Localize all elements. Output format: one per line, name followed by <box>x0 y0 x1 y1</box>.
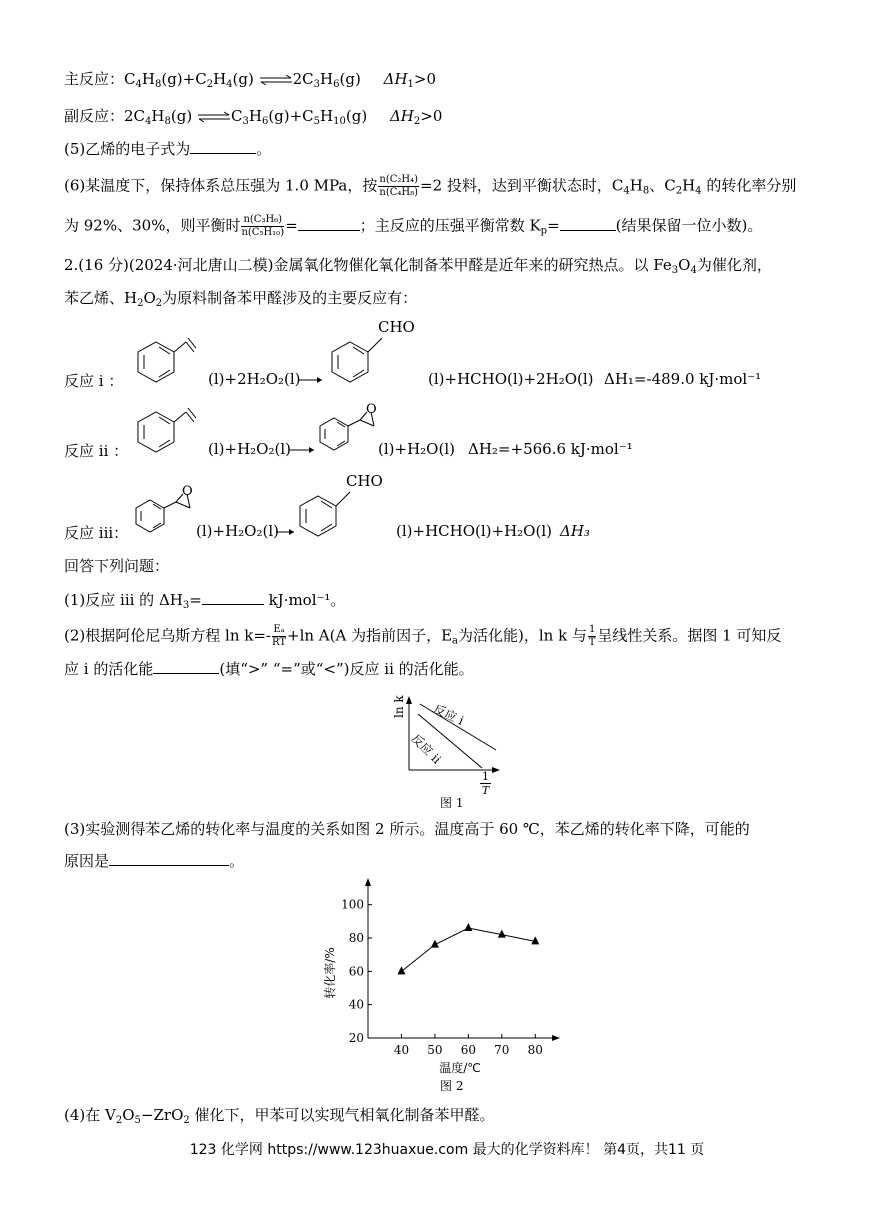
series-line <box>401 928 535 971</box>
figure-1-caption: 图 1 <box>440 796 464 810</box>
reaction-i-reagents: (l)+2H₂O₂(l) <box>208 370 301 388</box>
arrow-right-icon <box>276 528 296 536</box>
data-point <box>397 966 405 974</box>
answer-blank[interactable] <box>560 216 616 231</box>
reaction-iii-products: (l)+HCHO(l)+H₂O(l) <box>396 522 552 540</box>
reaction-ii-reagents: (l)+H₂O₂(l) <box>208 440 291 458</box>
arrow-right-icon <box>290 446 316 454</box>
oxygen-label: O <box>182 484 193 499</box>
reaction-ii-label: 反应 ii ： <box>64 442 129 460</box>
x-tick-label: 70 <box>494 1043 510 1057</box>
answer-blank[interactable] <box>202 590 264 605</box>
answer-intro: 回答下列问题： <box>64 557 170 575</box>
figure-1-ylabel: ln k <box>392 695 406 718</box>
equilibrium-arrow-icon <box>197 111 231 123</box>
y-tick-label: 20 <box>348 1031 364 1045</box>
reaction-i-enthalpy: ΔH₁=-489.0 kJ·mol⁻¹ <box>604 370 762 388</box>
answer-2-line-1: (2)根据阿伦尼乌斯方程 ln k=- $\frac{\text{Eₐ}}{RT}$ +ln A(A 为指前因子，$E_a$为活化能)，ln k 与 $\frac{1}{T}$ 呈线性关系。据图 1 可知反 <box>64 624 782 648</box>
benzaldehyde-structure-icon <box>298 484 358 544</box>
x-axis-label: 温度/℃ <box>439 1061 481 1075</box>
fraction: $\frac{\text{Eₐ}}{RT}$ <box>271 624 286 648</box>
answer-blank[interactable] <box>153 659 219 674</box>
reaction-i-label: 反应 i ： <box>64 372 124 390</box>
reaction-iii-reagents: (l)+H₂O₂(l) <box>196 522 279 540</box>
cho-label: CHO <box>378 318 415 336</box>
reaction-ii-enthalpy: ΔH₂=+566.6 kJ·mol⁻¹ <box>468 440 633 458</box>
x-tick-label: 50 <box>427 1043 443 1057</box>
figure-1-y-arrow <box>406 696 412 704</box>
reaction-iii-enthalpy: ΔH₃ <box>560 522 590 540</box>
main-reaction-line: 主反应：$C_4H_8(g)+C_2H_4(g)$ $2C_3H_6(g)$ $\Delta H_1>0$ <box>64 70 437 90</box>
reaction-ii-products: (l)+H₂O(l) <box>378 440 455 458</box>
question-6-line-2: 为 92%、30%，则平衡时 $\frac{\text{n(C₃H₆)}}{\text{n(C₅H₁₀)}}$ = ；主反应的压强平衡常数 $K_p=$ (结果保留一位小数)。 <box>64 214 763 238</box>
cho-label: CHO <box>346 472 383 490</box>
answer-3-line-1: (3)实验测得苯乙烯的转化率与温度的关系如图 2 所示。温度高于 60 ℃，苯乙烯的转化率下降，可能的 <box>64 820 750 838</box>
y-tick-label: 100 <box>341 897 364 912</box>
figure-1-x-arrow <box>492 767 500 773</box>
y-tick-label: 40 <box>348 997 364 1012</box>
figure-1-label-i: 反应 i <box>431 701 466 728</box>
answer-blank[interactable] <box>190 139 256 154</box>
figure-2-caption: 图 2 <box>440 1079 464 1093</box>
question-5: (5)乙烯的电子式为 。 <box>64 140 272 158</box>
y-axis-arrow <box>365 878 371 886</box>
x-tick-label: 80 <box>527 1043 543 1057</box>
styrene-structure-icon <box>136 400 196 460</box>
answer-3-line-2: 原因是 。 <box>64 852 245 870</box>
answer-blank[interactable] <box>298 216 360 231</box>
question-6-line-1: (6)某温度下，保持体系总压强为 1.0 MPa，按 $\frac{\text{n(C₂H₄)}}{\text{n(C₄H₈)}}$ =2 投料，达到平衡状态时，$C_4H_8$、$C_2H_4$ 的转化率分别 <box>64 174 797 198</box>
arrow-right-icon <box>298 376 324 384</box>
answer-4: (4)在 $V_2O_5-ZrO_2$ 催化下，甲苯可以实现气相氧化制备苯甲醛。 <box>64 1106 495 1126</box>
page-footer: 123 化学网 https://www.123huaxue.com 最大的化学资料库！ 第4页，共11 页 <box>189 1142 705 1158</box>
side-reaction-label: 副反应： <box>64 107 125 125</box>
reaction-iii-label: 反应 iii： <box>64 524 129 542</box>
equilibrium-arrow-icon <box>259 74 293 86</box>
x-tick-label: 40 <box>393 1043 410 1057</box>
conversion-chart <box>322 880 562 1080</box>
answer-2-line-2: 应 i 的活化能 (填“>” “=”或“<”)反应 ii 的活化能。 <box>64 660 474 678</box>
x-axis-arrow <box>552 1035 560 1041</box>
question-2-line-1: 2.(16 分)(2024·河北唐山二模)金属氧化物催化氧化制备苯甲醛是近年来的研究热点。以 $Fe_3O_4$为催化剂， <box>64 256 772 276</box>
side-reaction-line: 副反应：$2C_4H_8(g)$ $C_3H_6(g)+C_5H_{10}(g)$ $\Delta H_2>0$ <box>64 107 443 127</box>
benzaldehyde-structure-icon <box>330 330 390 390</box>
styrene-structure-icon <box>136 330 196 390</box>
main-reaction-label: 主反应： <box>64 70 125 88</box>
answer-1: (1)反应 iii 的 $\Delta H_3= kJ\cdot mol^{-1}$。 <box>64 591 346 611</box>
oxygen-label: O <box>366 402 377 417</box>
figure-1-label-ii: 反应 ii <box>408 731 444 767</box>
y-tick-label: 80 <box>348 931 364 945</box>
ratio-fraction: $\frac{\text{n(C₂H₄)}}{\text{n(C₄H₈)}}$ <box>379 174 419 198</box>
data-point <box>464 923 472 931</box>
y-axis-label: 转化率/% <box>323 947 337 999</box>
y-tick-label: 60 <box>348 964 364 979</box>
answer-blank[interactable] <box>109 851 229 866</box>
reaction-i-products: (l)+HCHO(l)+2H₂O(l) <box>428 370 594 388</box>
x-tick-label: 60 <box>460 1043 477 1057</box>
ratio-fraction: $\frac{\text{n(C₃H₆)}}{\text{n(C₅H₁₀)}}$ <box>241 214 285 238</box>
question-2-line-2: 苯乙烯、$H_2O_2$为原料制备苯甲醛涉及的主要反应有： <box>64 289 418 309</box>
figure-1-xlabel: 1 T <box>481 770 490 797</box>
fraction: $\frac{1}{T}$ <box>588 624 596 648</box>
